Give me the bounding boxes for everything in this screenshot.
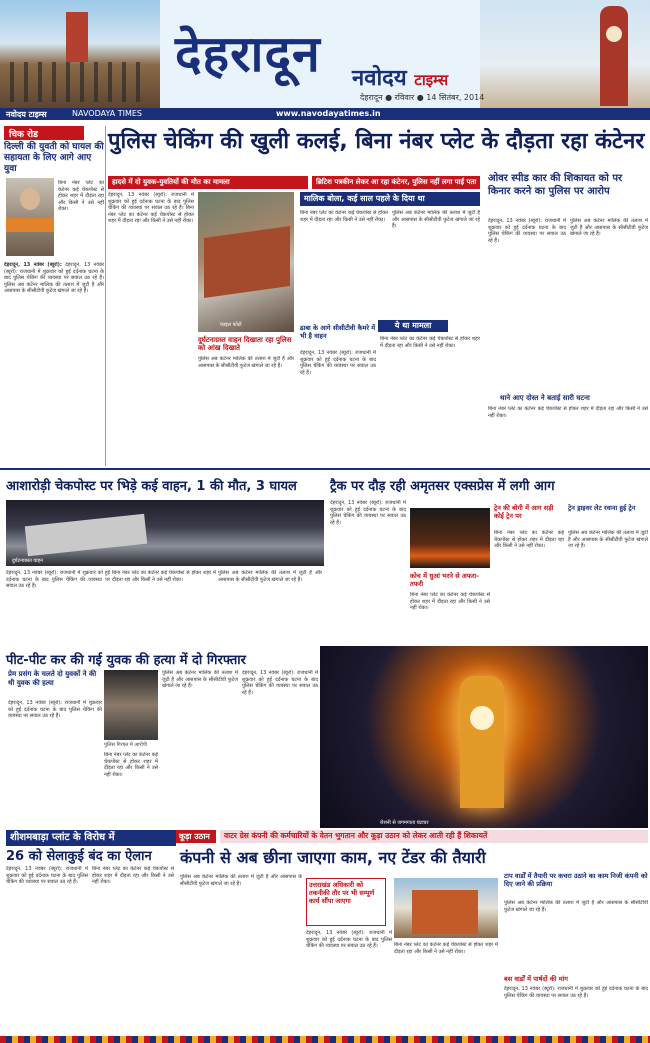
story4-text-2: बिना नंबर प्लेट का कंटेनर कई चेकपोस्ट से होकर शहर में दौड़ता रहा और किसी ने उसे नहीं रोका। <box>104 752 158 778</box>
masthead-photo-left <box>0 0 160 108</box>
bottom-right-subhead: बस वार्डों में पार्षदों की मांग <box>504 975 568 983</box>
bottom-right-headline: टाप वार्डों में तैयारी पर कचरा उठाने का काम निजी कंपनी को दिए जाने की प्रक्रिया <box>504 872 648 888</box>
story4-photo <box>104 670 158 740</box>
right-top-text-1: देहरादून, 13 नवंबर (ब्यूरो): राजधानी में शुक्रवार को हुई दर्दनाक घटना के बाद पुलिस चेकिंग की व्यवस्था पर सवाल उठ रहे हैं। <box>488 218 566 244</box>
lead-col1-text: देहरादून, 13 नवंबर (ब्यूरो): राजधानी में शुक्रवार को हुई दर्दनाक घटना के बाद पुलिस चेकिंग की व्यवस्था पर सवाल उठ रहे हैं। <box>108 192 194 212</box>
train-fire-photo <box>410 508 490 568</box>
story3-box-2: ट्रेन ड्राइवर लेट रवाना हुई ट्रेन <box>568 504 636 512</box>
story3-text-2: बिना नंबर प्लेट का कंटेनर कई चेकपोस्ट से होकर शहर में दौड़ता रहा और किसी ने उसे नहीं रोका। <box>494 530 564 550</box>
brief-headline: दिल्ली की युवती को घायल की सहायता के लिए आगे आए युवा <box>4 142 104 174</box>
lead-text-col4: पुलिस अब कंटेनर मालिक की तलाश में जुटी है और आसपास के सीसीटीवी फुटेज खंगाले जा रहे हैं। <box>392 210 480 230</box>
story4-photo-caption: पुलिस गिरफ्त में आरोपी <box>104 742 147 748</box>
dhaba-headline: ढाबा के आगे सीसीटीवी कैमरे में भी है वाहन <box>300 324 376 340</box>
lead-subhead-right: ब्रिटिश पत्रकीन लेकर आ रहा कंटेनर, पुलिस नहीं लगा पाई पता <box>312 176 480 189</box>
right-top-text-2: पुलिस अब कंटेनर मालिक की तलाश में जुटी है और आसपास के सीसीटीवी फुटेज खंगाले जा रहे हैं। <box>570 218 648 238</box>
lead-photo <box>198 192 294 332</box>
lead-text-col1 <box>108 192 194 460</box>
story3-red-note: कोच में धुआं भरने से अफरा-तफरी <box>410 572 479 588</box>
story3-headline: ट्रैक पर दौड़ रही अमृतसर एक्सप्रेस में लगी आग <box>330 479 555 494</box>
clock-photo-caption: रोशनी से जगमगाता घंटाघर <box>380 820 429 826</box>
container-truck-graphic <box>204 226 290 298</box>
lead-text-col6: बिना नंबर प्लेट का कंटेनर कई चेकपोस्ट से होकर शहर में दौड़ता रहा और किसी ने उसे नहीं रोका। <box>380 336 480 349</box>
bottom-right-text-1: पुलिस अब कंटेनर मालिक की तलाश में जुटी है और आसपास के सीसीटीवी फुटेज खंगाले जा रहे हैं। <box>504 900 648 913</box>
bottom-main-text-1: पुलिस अब कंटेनर मालिक की तलाश में जुटी है और आसपास के सीसीटीवी फुटेज खंगाले जा रहे हैं। <box>180 874 302 887</box>
bottom-main-photo <box>394 878 498 938</box>
brief-photo <box>6 178 54 256</box>
story3-box-1: ट्रेन की बोगी में आग सड़ी कोई ट्रेन पर <box>494 504 554 520</box>
lead-headline: पुलिस चेकिंग की खुली कलई, बिना नंबर प्लेट के दौड़ता रहा कंटेनर <box>108 129 645 154</box>
bottom-main-kicker: वाटर ग्रेस कंपनी की कर्मचारियों के वेतन भुगतान और कूड़ा उठान को लेकर आती रही हैं शिकायतें <box>220 830 648 843</box>
story2-text-2: बिना नंबर प्लेट का कंटेनर कई चेकपोस्ट से होकर शहर में दौड़ता रहा और किसी ने उसे नहीं रोका। <box>112 570 216 583</box>
website-link[interactable]: www.navodayatimes.in <box>276 109 381 118</box>
story2-photo <box>6 500 324 566</box>
story3-text-4: बिना नंबर प्लेट का कंटेनर कई चेकपोस्ट से होकर शहर में दौड़ता रहा और किसी ने उसे नहीं रोका। <box>410 592 490 612</box>
brief-tag: चिक रोड <box>4 126 84 140</box>
masthead-brand <box>352 62 448 92</box>
clock-tower-photo <box>320 646 648 828</box>
brief-dateline: देहरादून, 13 नवंबर (ब्यूरो): <box>4 262 62 268</box>
bottom-left-text-1: देहरादून, 13 नवंबर (ब्यूरो): राजधानी में शुक्रवार को हुई दर्दनाक घटना के बाद पुलिस चेकिंग की व्यवस्था पर सवाल उठ रहे हैं। <box>6 866 88 886</box>
building-graphic <box>412 890 478 934</box>
column-rule <box>105 126 106 466</box>
story3-text-3: पुलिस अब कंटेनर मालिक की तलाश में जुटी है और आसपास के सीसीटीवी फुटेज खंगाले जा रहे हैं। <box>568 530 648 550</box>
section-rule <box>0 468 650 470</box>
brand-suffix: टाइम्स <box>414 71 449 89</box>
scarf-graphic <box>6 218 54 232</box>
brief-body-2: पुलिस अब कंटेनर मालिक की तलाश में जुटी है और आसपास के सीसीटीवी फुटेज खंगाले जा रहे हैं। <box>4 281 104 295</box>
story4-subhead: प्रेम प्रसंग के चलते दो युवकों ने की थी युवक की हत्या <box>8 670 97 687</box>
bottom-left-text-2: बिना नंबर प्लेट का कंटेनर कई चेकपोस्ट से होकर शहर में दौड़ता रहा और किसी ने उसे नहीं रोका। <box>92 866 174 886</box>
bottom-left-headline-top: शीशमबाड़ा प्लांट के विरोध में <box>6 830 176 846</box>
lead-text-col2: पुलिस अब कंटेनर मालिक की तलाश में जुटी है और आसपास के सीसीटीवी फुटेज खंगाले जा रहे हैं। <box>198 356 294 369</box>
right-top-headline: ओवर स्पीड कार की शिकायत को पर किनार करने का पुलिस पर आरोप <box>488 173 623 197</box>
clock-tower-graphic <box>460 676 504 808</box>
masthead-photo-right <box>480 0 650 108</box>
brand-name: नवोदय <box>352 66 407 91</box>
story2-headline: आशारोड़ी चेकपोस्ट पर भिड़े कई वाहन, 1 की मौत, 3 घायल <box>6 479 297 494</box>
vehicle-graphic <box>25 514 147 556</box>
story4-text-3: पुलिस अब कंटेनर मालिक की तलाश में जुटी है और आसपास के सीसीटीवी फुटेज खंगाले जा रहे हैं। <box>162 670 238 690</box>
lead-col1-text-2: बिना नंबर प्लेट का कंटेनर कई चेकपोस्ट से होकर शहर में दौड़ता रहा और किसी ने उसे नहीं रोका। <box>108 205 194 225</box>
tower-graphic <box>66 12 88 62</box>
bottom-main-text-2: देहरादून, 13 नवंबर (ब्यूरो): राजधानी में शुक्रवार को हुई दर्दनाक घटना के बाद पुलिस चेकिंग की व्यवस्था पर सवाल उठ रहे हैं। <box>306 930 392 950</box>
story2-photo-caption: दुर्घटनाग्रस्त वाहन <box>12 558 43 564</box>
lead-text-col5: देहरादून, 13 नवंबर (ब्यूरो): राजधानी में शुक्रवार को हुई दर्दनाक घटना के बाद पुलिस चेकिंग की व्यवस्था पर सवाल उठ रहे हैं। <box>300 350 376 376</box>
lead-subhead-left: हादसे में दो युवक-युवतियों की मौत का मामला <box>108 176 308 189</box>
bottom-left-headline: 26 को सेलाकुई बंद का ऐलान <box>6 849 152 864</box>
right-top-text-3: बिना नंबर प्लेट का कंटेनर कई चेकपोस्ट से होकर शहर में दौड़ता रहा और किसी ने उसे नहीं रोका। <box>488 406 648 419</box>
lead-photo-caption: फाइल फोटो <box>220 322 242 328</box>
story4-headline: पीट-पीट कर की गई युवक की हत्या में दो गिरफ्तार <box>6 653 246 668</box>
brief-text-top: बिना नंबर प्लेट का कंटेनर कई चेकपोस्ट से होकर शहर में दौड़ता रहा और किसी ने उसे नहीं रोका। <box>58 180 104 213</box>
story4-text-1: देहरादून, 13 नवंबर (ब्यूरो): राजधानी में शुक्रवार को हुई दर्दनाक घटना के बाद पुलिस चेकिंग की व्यवस्था पर सवाल उठ रहे हैं। <box>8 700 102 720</box>
crowd-graphic <box>10 62 150 102</box>
story4-text-4: देहरादून, 13 नवंबर (ब्यूरो): राजधानी में शुक्रवार को हुई दर्दनाक घटना के बाद पुलिस चेकिंग की व्यवस्था पर सवाल उठ रहे हैं। <box>242 670 318 696</box>
masthead <box>0 0 650 120</box>
bottom-main-tag: कूड़ा उठान <box>176 830 216 843</box>
masthead-date: देहरादून ● रविवार ● 14 सितंबर, 2014 <box>360 93 485 102</box>
strip-brand: नवोदय टाइम्स <box>6 110 47 119</box>
lead-subhead-3: दुर्घटनाग्रस्त वाहन दिखाता रहा पुलिस को आंख दिखाते <box>198 336 292 352</box>
bottom-main-box: उत्तराखंड अधिकारी को तकनीकी तौर पर भी सम्पूर्ण कार्य सौंपा जाएगा <box>306 878 386 926</box>
brief-body: देहरादून, 13 नवंबर (ब्यूरो): राजधानी में शुक्रवार को हुई दर्दनाक घटना के बाद पुलिस चेकिंग की व्यवस्था पर सवाल उठ रहे हैं। <box>4 262 104 282</box>
brief-text <box>4 262 104 462</box>
masthead-strip <box>0 108 650 120</box>
face-graphic <box>20 188 40 210</box>
clock-tower-graphic <box>600 6 628 106</box>
story2-text-3: पुलिस अब कंटेनर मालिक की तलाश में जुटी है और आसपास के सीसीटीवी फुटेज खंगाले जा रहे हैं। <box>218 570 322 583</box>
lead-blue-box: मालिक बोला, कई साल पहले के दिया था <box>300 192 480 206</box>
footer-color-bar <box>0 1036 650 1043</box>
strip-english: NAVODAYA TIMES <box>72 109 143 118</box>
bottom-main-headline: कंपनी से अब छीना जाएगा काम, नए टेंडर की तैयारी <box>180 848 486 867</box>
yah-mamla-tag: ये था मामला <box>378 320 448 332</box>
lead-text-col3: बिना नंबर प्लेट का कंटेनर कई चेकपोस्ट से होकर शहर में दौड़ता रहा और किसी ने उसे नहीं रोका। <box>300 210 388 223</box>
right-top-subhead: थाने आए दोस्त ने बताई सारी घटना <box>500 394 590 402</box>
bottom-right-text-2: देहरादून, 13 नवंबर (ब्यूरो): राजधानी में शुक्रवार को हुई दर्दनाक घटना के बाद पुलिस चेकिंग की व्यवस्था पर सवाल उठ रहे हैं। <box>504 986 648 999</box>
masthead-title: देहरादून <box>175 24 321 83</box>
story2-text-1: देहरादून, 13 नवंबर (ब्यूरो): राजधानी में शुक्रवार को हुई दर्दनाक घटना के बाद पुलिस चेकिंग की व्यवस्था पर सवाल उठ रहे हैं। <box>6 570 110 590</box>
story3-text-1: देहरादून, 13 नवंबर (ब्यूरो): राजधानी में शुक्रवार को हुई दर्दनाक घटना के बाद पुलिस चेकिंग की व्यवस्था पर सवाल उठ रहे हैं। <box>330 500 406 526</box>
bottom-main-text-3: बिना नंबर प्लेट का कंटेनर कई चेकपोस्ट से होकर शहर में दौड़ता रहा और किसी ने उसे नहीं रोका। <box>394 942 498 955</box>
